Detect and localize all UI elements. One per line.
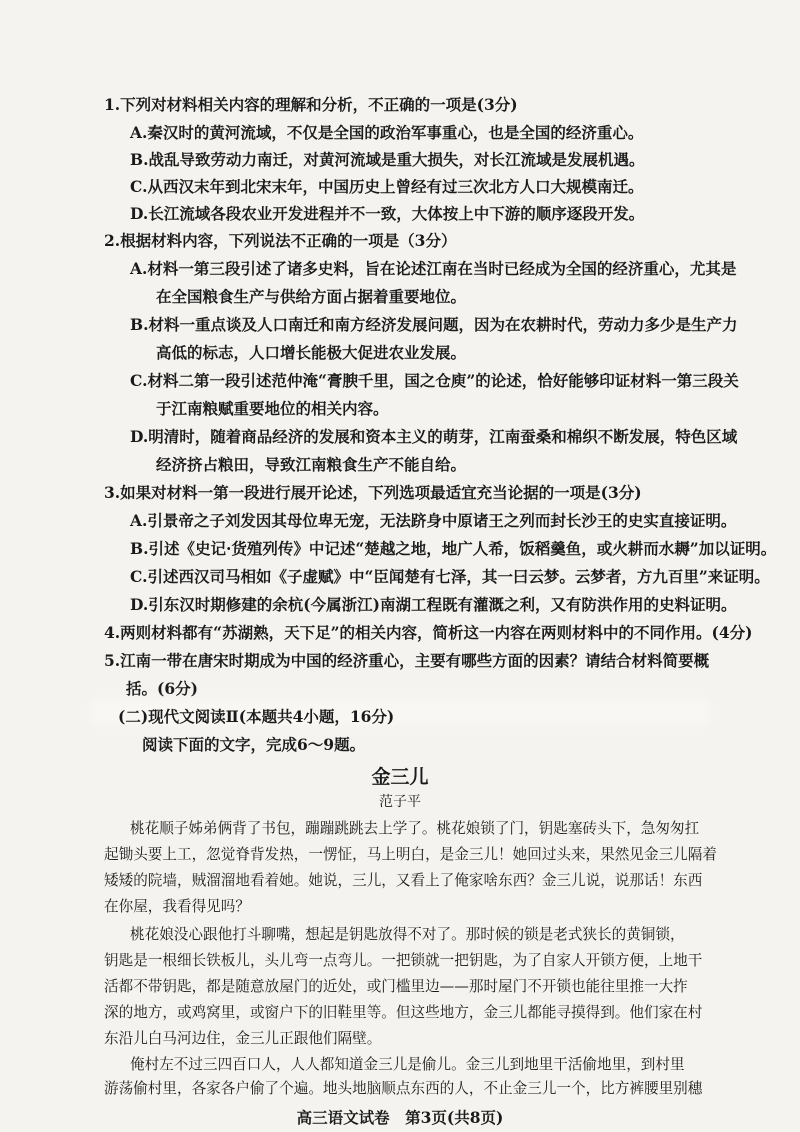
story-line: 深的地方，或鸡窝里，或窗户下的旧鞋里等。但这些地方，金三儿都能寻摸得到。他们家在村 xyxy=(104,1004,703,1021)
page-footer: 高三语文试卷 第3页(共8页) xyxy=(296,1108,504,1127)
question-2-option-c: C.材料二第一段引述范仲淹“膏腴千里，国之仓庾”的论述，恰好能够印证材料一第三段关 xyxy=(130,371,739,390)
story-line: 俺村左不过三四百口人，人人都知道金三儿是偷儿。金三儿到地里干活偷地里，到村里 xyxy=(130,1056,685,1073)
question-2-option-d: D.明清时，随着商品经济的发展和资本主义的萌芽，江南蚕桑和棉织不断发展，特色区域 xyxy=(130,427,738,446)
question-2-option-a-cont: 在全国粮食生产与供给方面占据着重要地位。 xyxy=(156,287,467,306)
story-title: 金三儿 xyxy=(371,766,429,788)
section-heading: (二)现代文阅读Ⅱ(本题共4小题，16分) xyxy=(118,707,395,726)
story-line: 矮矮的院墙，贼溜溜地看着她。她说，三儿，又看上了俺家啥东西？金三儿说，说那话！东西 xyxy=(104,872,703,889)
question-1-option-a: A.秦汉时的黄河流域，不仅是全国的政治军事重心，也是全国的经济重心。 xyxy=(130,123,644,142)
story-author: 范子平 xyxy=(379,794,421,810)
question-2-option-a: A.材料一第三段引述了诸多史料，旨在论述江南在当时已经成为全国的经济重心，尤其是 xyxy=(130,259,737,278)
question-1-option-c: C.从西汉末年到北宋末年，中国历史上曾经有过三次北方人口大规模南迁。 xyxy=(130,177,644,196)
question-2-option-b-cont: 高低的标志，人口增长能极大促进农业发展。 xyxy=(156,343,467,362)
question-5-stem-cont: 括。(6分) xyxy=(126,679,198,698)
story-line: 桃花娘没心跟他打斗聊嘴，想起是钥匙放得不对了。那时候的锁是老式狭长的黄铜锁， xyxy=(130,926,685,943)
question-3-option-d: D.引东汉时期修建的余杭(今属浙江)南湖工程既有灌溉之利，又有防洪作用的史料证明。 xyxy=(130,595,737,614)
question-4-stem: 4.两则材料都有“苏湖熟，天下足”的相关内容，简析这一内容在两则材料中的不同作用。(4分) xyxy=(104,623,753,642)
story-line: 桃花顺子姊弟俩背了书包，蹦蹦跳跳去上学了。桃花娘锁了门，钥匙塞砖头下，急匆匆扛 xyxy=(130,820,700,837)
question-3-stem: 3.如果对材料一第一段进行展开论述，下列选项最适宜充当论据的一项是(3分) xyxy=(104,483,642,502)
story-line: 游荡偷村里，各家各户偷了个遍。地头地脑顺点东西的人，不止金三儿一个，比方裤腰里别穗 xyxy=(104,1080,703,1097)
story-line: 在你屋，我看得见吗？ xyxy=(104,898,250,915)
question-1-option-b: B.战乱导致劳动力南迁，对黄河流域是重大损失，对长江流域是发展机遇。 xyxy=(130,150,645,169)
story-line: 起锄头要上工，忽觉脊背发热，一愣怔，马上明白，是金三儿！她回过头来，果然见金三儿隔着 xyxy=(104,846,717,863)
question-2-option-c-cont: 于江南粮赋重要地位的相关内容。 xyxy=(156,399,389,418)
question-3-option-c: C.引述西汉司马相如《子虚赋》中“臣闻楚有七泽，其一曰云梦。云梦者，方九百里”来证明。 xyxy=(130,567,770,586)
question-2-option-b: B.材料一重点谈及人口南迁和南方经济发展问题，因为在农耕时代，劳动力多少是生产力 xyxy=(130,315,738,334)
question-3-option-b: B.引述《史记·货殖列传》中记述“楚越之地，地广人希，饭稻羹鱼，或火耕而水耨”加以证明。 xyxy=(130,539,777,558)
question-5-stem: 5.江南一带在唐宋时期成为中国的经济重心，主要有哪些方面的因素？请结合材料简要概 xyxy=(104,651,710,670)
question-3-option-a: A.引景帝之子刘发因其母位卑无宠，无法跻身中原诸王之列而封长沙王的史实直接证明。 xyxy=(130,511,737,530)
section-instruction: 阅读下面的文字，完成6～9题。 xyxy=(142,735,366,754)
story-line: 活都不带钥匙，都是随意放屋门的近处，或门槛里边——那时屋门不开锁也能往里推一大拃 xyxy=(104,978,688,995)
question-2-stem: 2.根据材料内容，下列说法不正确的一项是（3分） xyxy=(104,231,457,250)
story-line: 钥匙是一根细长铁板儿，头儿弯一点弯儿。一把锁就一把钥匙，为了自家人开锁方便，上地干 xyxy=(104,952,703,969)
question-1-stem: 1.下列对材料相关内容的理解和分析，不正确的一项是(3分) xyxy=(104,95,518,114)
question-2-option-d-cont: 经济挤占粮田，导致江南粮食生产不能自给。 xyxy=(156,455,467,474)
question-1-option-d: D.长江流域各段农业开发进程并不一致，大体按上中下游的顺序逐段开发。 xyxy=(130,204,645,223)
story-line: 东沿儿白马河边住，金三儿正跟他们隔壁。 xyxy=(104,1030,382,1047)
